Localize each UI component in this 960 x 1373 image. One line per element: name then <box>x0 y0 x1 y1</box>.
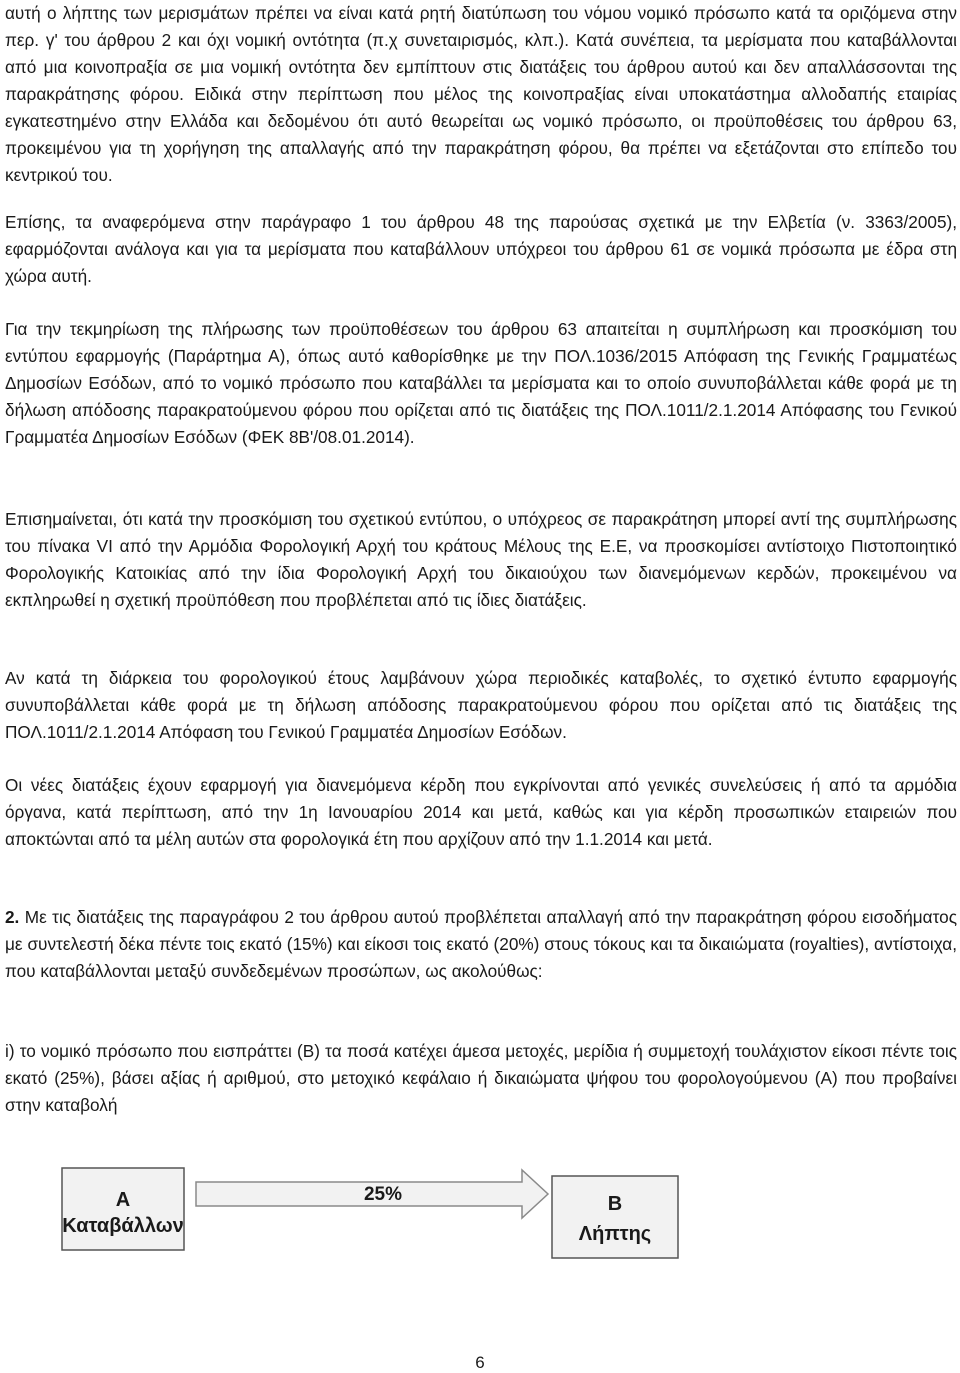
paragraph-7-text: Με τις διατάξεις της παραγράφου 2 του άρθρου αυτού προβλέπεται απαλλαγή από την παρακράτηση φόρου εισοδήματος με συντελεστή δέκα πέντε τοις εκατό (15%) και είκοσι τοις εκατό (20%) στους τόκους και τα δικαιώματα (royalties), αντίστοιχα, που καταβάλλονται μεταξύ συνδεδεμένων προσώπων, ως ακολούθως: <box>5 907 957 981</box>
paragraph-6: Οι νέες διατάξεις έχουν εφαρμογή για διανεμόμενα κέρδη που εγκρίνονται από γενικές συνελεύσεις ή από τα αρμόδια όργανα, κατά περίπτωση, από την 1η Ιανουαρίου 2014 και μετά, καθώς και για κέρδη προσωπικών εταιρειών που αποκτώνται από τα μέλη αυτών στα φορολογικά έτη που αρχίζουν από την 1.1.2014 και μετά. <box>5 775 957 849</box>
ownership-percent: 25% <box>363 1184 403 1205</box>
payer-letter: A <box>115 1189 131 1211</box>
paragraph-2: Επίσης, τα αναφερόμενα στην παράγραφο 1 του άρθρου 48 της παρούσας σχετικά με την Ελβετία (ν. 3363/2005), εφαρμόζονται ανάλογα και για τα μερίσματα που καταβάλλουν υπόχρεοι του άρθρου 61 σε νομικά πρόσωπα με έδρα στη χώρα αυτή. <box>5 212 957 286</box>
paragraph-5: Αν κατά τη διάρκεια του φορολογικού έτους λαμβάνουν χώρα περιοδικές καταβολές, το σχετικό έντυπο εφαρμογής συνυποβάλλεται κάθε φορά με τη δήλωση απόδοσης παρακρατούμενου φόρου που ορίζεται από τις διατάξεις της ΠΟΛ.1011/2.1.2014 Απόφαση του Γενικού Γραμματέα Δημοσίων Εσόδων. <box>5 668 957 742</box>
payer-label: Καταβάλλων <box>62 1215 184 1237</box>
page-number: 6 <box>475 1353 485 1372</box>
paragraph-7 <box>5 904 957 985</box>
ownership-diagram <box>0 1160 960 1270</box>
paragraph-number: 2. <box>5 907 20 927</box>
paragraph-4: Επισημαίνεται, ότι κατά την προσκόμιση του σχετικού εντύπου, ο υπόχρεος σε παρακράτηση μπορεί αντί της συμπλήρωσης του πίνακα VI από την Αρμόδια Φορολογική Αρχή του κράτους Μέλους της Ε.Ε, να προσκομίσει αντίστοιχο Πιστοποιητικό Φορολογικής Κατοικίας από την ίδια Φορολογική Αρχή του δικαιούχου των διανεμόμενων κερδών, προκειμένου να εκπληρωθεί η σχετική προϋπόθεση που προβλέπεται από τις ίδιες διατάξεις. <box>5 509 957 610</box>
receiver-label: Λήπτης <box>578 1223 652 1245</box>
paragraph-8: i) το νομικό πρόσωπο που εισπράττει (Β) τα ποσά κατέχει άμεσα μετοχές, μερίδια ή συμμετοχή τουλάχιστον είκοσι πέντε τοις εκατό (25%), βάσει αξίας ή αριθμού, στο μετοχικό κεφάλαιο ή δικαιώματα ψήφου του φορολογούμενου (Α) που προβαίνει στην καταβολή <box>5 1041 957 1115</box>
receiver-box <box>552 1176 678 1258</box>
paragraph-3: Για την τεκμηρίωση της πλήρωσης των προϋποθέσεων του άρθρου 63 απαιτείται η συμπλήρωση και προσκόμιση του εντύπου εφαρμογής (Παράρτημα Α), όπως αυτό καθορίσθηκε με την ΠΟΛ.1036/2015 Απόφαση της Γενικής Γραμματέως Δημοσίων Εσόδων, από το νομικό πρόσωπο που καταβάλλει τα μερίσματα και το οποίο συνυποβάλλεται κάθε φορά με τη δήλωση απόδοσης παρακρατούμενου φόρου που ορίζεται από τις διατάξεις της ΠΟΛ.1011/2.1.2014 Απόφασης του Γενικού Γραμματέα Δημοσίων Εσόδων (ΦΕΚ 8Β'/08.01.2014). <box>5 319 957 447</box>
paragraph-1: αυτή ο λήπτης των μερισμάτων πρέπει να είναι κατά ρητή διατύπωση του νόμου νομικό πρόσωπο κατά τα οριζόμενα στην περ. γ' του άρθρου 2 και όχι νομική οντότητα (π.χ συνεταιρισμός, κλπ.). Κατά συνέπεια, τα μερίσματα που καταβάλλονται από μια κοινοπραξία σε μια νομική οντότητα δεν εμπίπτουν στις διατάξεις του άρθρου αυτού και δεν απαλλάσσονται της παρακράτησης φόρου. Ειδικά στην περίπτωση που μέλος της κοινοπραξίας είναι υποκατάστημα αλλοδαπής εταιρίας εγκατεστημένο στην Ελλάδα και δεδομένου ότι αυτό θεωρείται ως νομικό πρόσωπο, οι προϋποθέσεις του άρθρου 63, προκειμένου για τη χορήγηση της απαλλαγής από την παρακράτηση φόρου, θα πρέπει να εξετάζονται στο επίπεδο του κεντρικού του. <box>5 3 957 185</box>
receiver-letter: B <box>607 1193 623 1215</box>
